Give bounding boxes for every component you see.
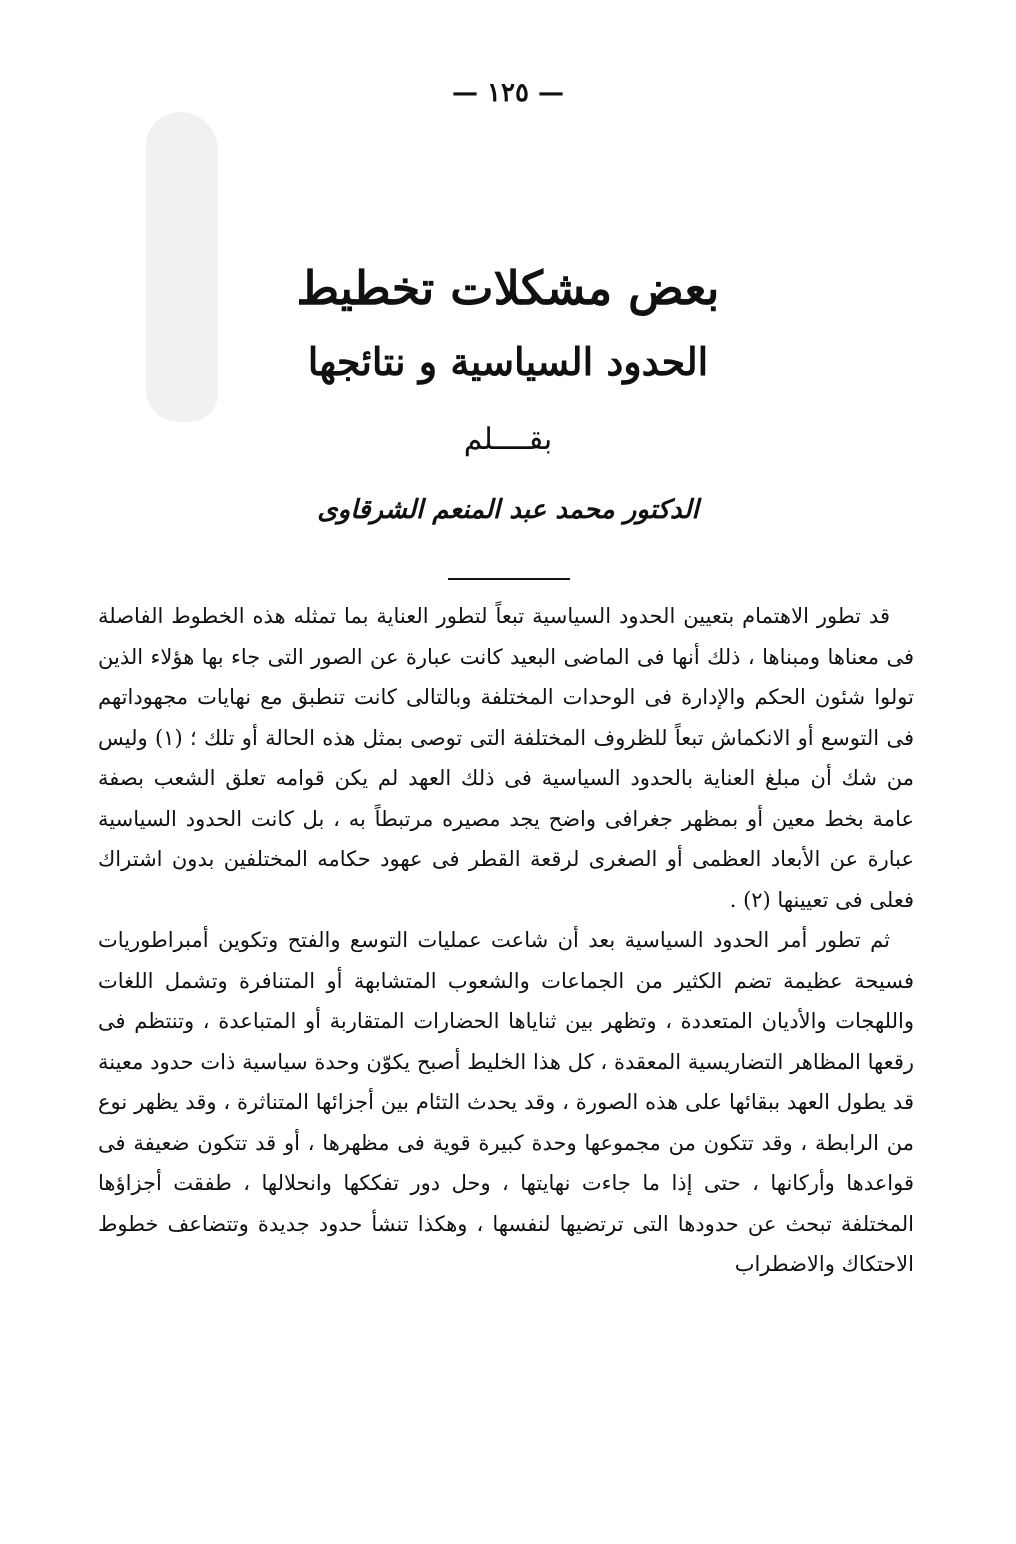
article-body <box>98 596 914 1285</box>
paragraph-2: ثم تطور أمر الحدود السياسية بعد أن شاعت عمليات التوسع والفتح وتكوين أمبراطوريات فسيحة عظيمة تضم الكثير من الجماعات والشعوب المتشابهة أو المتنافرة وتشمل اللغات واللهجات والأديان المتعددة ، وتظهر بين ثناياها الحضارات المتقاربة أو المتباعدة ، وتنتظم فى رقعها المظاهر التضاريسية المعقدة ، كل هذا الخليط أصبح يكوّن وحدة سياسية ذات حدود معينة قد يطول العهد ببقائها على هذه الصورة ، وقد يحدث التئام بين أجزائها المتناثرة ، وقد يظهر نوع من الرابطة ، وقد تتكون من مجموعها وحدة كبيرة قوية فى مظهرها ، أو قد تتكون ضعيفة فى قواعدها وأركانها ، حتى إذا ما جاءت نهايتها ، وحل دور تفككها وانحلالها ، طفقت أجزاؤها المختلفة تبحث عن حدودها التى ترتضيها لنفسها ، وهكذا تنشأ حدود جديدة وتتضاعف خطوط الاحتكاك والاضطراب <box>98 928 914 1276</box>
paragraph-1: قد تطور الاهتمام بتعيين الحدود السياسية تبعاً لتطور العناية بما تمثله هذه الخطوط الفاصلة فى معناها ومبناها ، ذلك أنها فى الماضى البعيد كانت عبارة عن الصور التى جاء بها هؤلاء الذين تولوا شئون الحكم والإدارة فى الوحدات المختلفة وبالتالى كانت تنطبق مع نهايات مجهوداتهم فى التوسع أو الانكماش تبعاً للظروف المختلفة التى توصى بمثل هذه الحالة أو تلك ؛ (١) وليس من شك أن مبلغ العناية بالحدود السياسية فى ذلك العهد لم يكن قوامه تعلق الشعب بصفة عامة بخط معين أو بمظهر جغرافى واضح يجد مصيره مرتبطاً به ، بل كانت الحدود السياسية عبارة عن الأبعاد العظمى أو الصغرى لرقعة القطر فى عهود حكامه المختلفين بدون اشتراك فعلى فى تعيينها (٢) . <box>98 604 914 912</box>
byline-label: بقــــلم <box>463 422 553 457</box>
article-subtitle: الحدود السياسية و نتائجها <box>307 339 709 384</box>
article-title: بعض مشكلات تخطيط <box>296 261 720 315</box>
section-divider <box>448 578 570 580</box>
page-number: — ١٢٥ — <box>451 78 565 108</box>
author-name: الدكتور محمد عبد المنعم الشرقاوى <box>317 495 699 525</box>
